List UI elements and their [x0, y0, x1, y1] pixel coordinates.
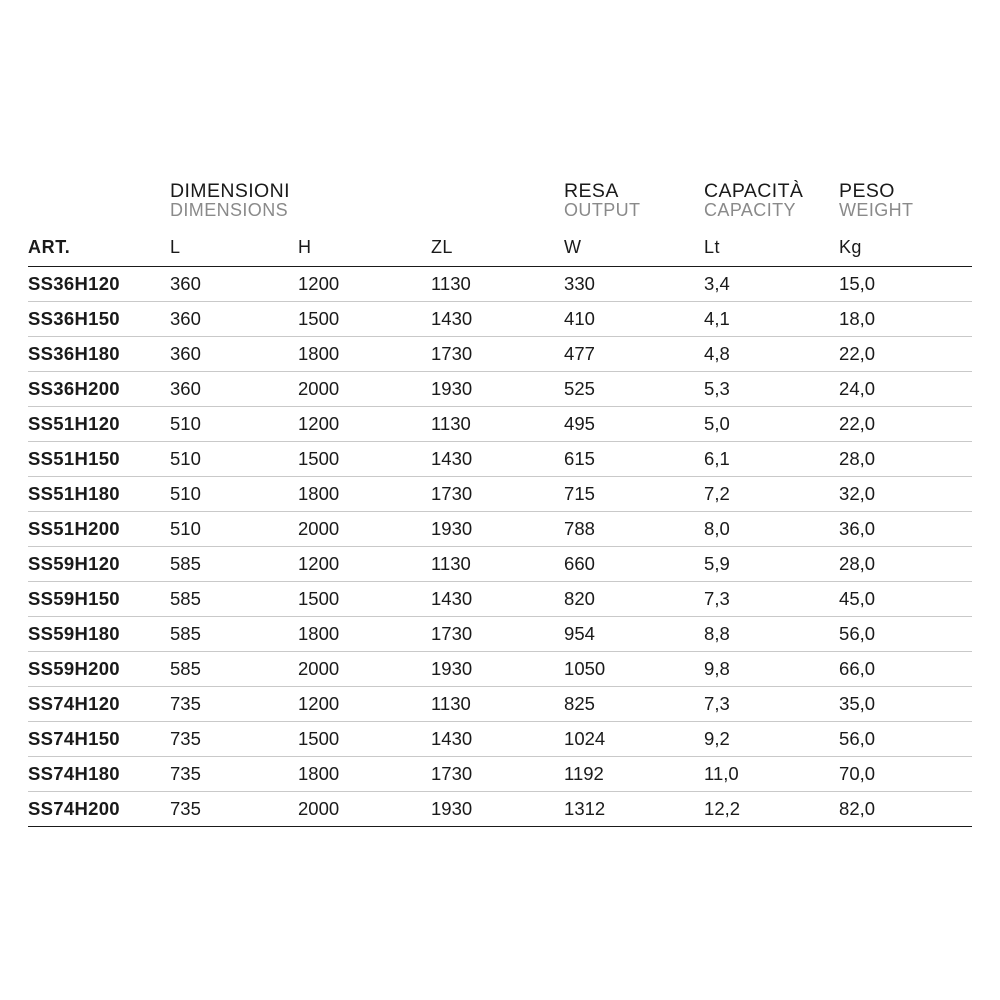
cell-kg: 15,0: [839, 267, 972, 302]
group-header-dimensions-it: DIMENSIONI: [170, 179, 290, 202]
group-header-peso-it: PESO: [839, 179, 895, 202]
cell-zl: 1430: [431, 582, 564, 617]
cell-l: 360: [170, 302, 298, 337]
cell-art: SS51H180: [28, 477, 170, 512]
cell-l: 735: [170, 722, 298, 757]
group-header-dimensions: [170, 168, 564, 224]
cell-h: 1200: [298, 407, 431, 442]
cell-zl: 1930: [431, 792, 564, 827]
group-header-resa: [564, 168, 704, 224]
cell-zl: 1130: [431, 267, 564, 302]
table-row: [28, 267, 972, 302]
cell-h: 1200: [298, 687, 431, 722]
cell-h: 1500: [298, 582, 431, 617]
cell-kg: 22,0: [839, 337, 972, 372]
cell-kg: 28,0: [839, 547, 972, 582]
cell-art: SS36H200: [28, 372, 170, 407]
cell-w: 715: [564, 477, 704, 512]
cell-zl: 1130: [431, 407, 564, 442]
cell-h: 1800: [298, 337, 431, 372]
cell-art: SS36H150: [28, 302, 170, 337]
cell-kg: 36,0: [839, 512, 972, 547]
cell-zl: 1130: [431, 547, 564, 582]
cell-w: 788: [564, 512, 704, 547]
cell-kg: 70,0: [839, 757, 972, 792]
cell-zl: 1730: [431, 337, 564, 372]
cell-w: 1312: [564, 792, 704, 827]
group-header-dimensions-en: DIMENSIONS: [170, 200, 289, 221]
cell-lt: 11,0: [704, 757, 839, 792]
cell-zl: 1130: [431, 687, 564, 722]
cell-h: 2000: [298, 372, 431, 407]
cell-art: SS51H200: [28, 512, 170, 547]
cell-w: 1192: [564, 757, 704, 792]
cell-l: 585: [170, 547, 298, 582]
cell-l: 585: [170, 617, 298, 652]
cell-lt: 9,8: [704, 652, 839, 687]
cell-kg: 28,0: [839, 442, 972, 477]
cell-h: 1500: [298, 442, 431, 477]
cell-lt: 3,4: [704, 267, 839, 302]
cell-lt: 12,2: [704, 792, 839, 827]
cell-lt: 5,0: [704, 407, 839, 442]
cell-art: SS51H120: [28, 407, 170, 442]
cell-art: SS59H180: [28, 617, 170, 652]
cell-h: 1500: [298, 302, 431, 337]
cell-kg: 66,0: [839, 652, 972, 687]
cell-w: 330: [564, 267, 704, 302]
column-header-h: H: [298, 224, 431, 267]
group-header-peso: [839, 168, 972, 224]
cell-h: 1200: [298, 547, 431, 582]
cell-l: 585: [170, 582, 298, 617]
cell-h: 1800: [298, 757, 431, 792]
cell-kg: 18,0: [839, 302, 972, 337]
cell-kg: 56,0: [839, 722, 972, 757]
group-header-row: [28, 168, 972, 224]
table-row: [28, 687, 972, 722]
cell-w: 495: [564, 407, 704, 442]
group-header-resa-en: OUTPUT: [564, 200, 641, 221]
cell-lt: 8,8: [704, 617, 839, 652]
cell-kg: 22,0: [839, 407, 972, 442]
cell-w: 615: [564, 442, 704, 477]
cell-lt: 7,3: [704, 582, 839, 617]
cell-w: 1024: [564, 722, 704, 757]
specifications-table: [28, 168, 972, 827]
cell-art: SS74H120: [28, 687, 170, 722]
column-header-lt: Lt: [704, 224, 839, 267]
column-header-l: L: [170, 224, 298, 267]
cell-w: 410: [564, 302, 704, 337]
cell-art: SS74H180: [28, 757, 170, 792]
cell-l: 510: [170, 407, 298, 442]
column-header-kg: Kg: [839, 224, 972, 267]
cell-l: 360: [170, 267, 298, 302]
cell-w: 954: [564, 617, 704, 652]
cell-l: 360: [170, 337, 298, 372]
cell-l: 510: [170, 477, 298, 512]
cell-zl: 1430: [431, 442, 564, 477]
cell-art: SS74H200: [28, 792, 170, 827]
cell-h: 1800: [298, 477, 431, 512]
table-row: [28, 792, 972, 827]
cell-lt: 7,3: [704, 687, 839, 722]
cell-zl: 1430: [431, 302, 564, 337]
cell-art: SS74H150: [28, 722, 170, 757]
table-row: [28, 547, 972, 582]
table-row: [28, 372, 972, 407]
cell-l: 510: [170, 442, 298, 477]
column-header-row: [28, 224, 972, 267]
cell-zl: 1930: [431, 372, 564, 407]
cell-w: 820: [564, 582, 704, 617]
group-header-capacita-it: CAPACITÀ: [704, 179, 804, 202]
group-header-peso-en: WEIGHT: [839, 200, 914, 221]
cell-w: 477: [564, 337, 704, 372]
cell-h: 2000: [298, 652, 431, 687]
column-header-art: ART.: [28, 224, 170, 267]
table-row: [28, 407, 972, 442]
cell-lt: 5,9: [704, 547, 839, 582]
cell-zl: 1730: [431, 477, 564, 512]
cell-art: SS59H150: [28, 582, 170, 617]
cell-zl: 1730: [431, 757, 564, 792]
cell-l: 360: [170, 372, 298, 407]
cell-h: 2000: [298, 792, 431, 827]
cell-kg: 35,0: [839, 687, 972, 722]
cell-art: SS36H180: [28, 337, 170, 372]
cell-lt: 5,3: [704, 372, 839, 407]
group-header-capacita-en: CAPACITY: [704, 200, 796, 221]
table-row: [28, 617, 972, 652]
cell-l: 735: [170, 687, 298, 722]
cell-lt: 4,8: [704, 337, 839, 372]
group-header-empty: [28, 168, 170, 224]
cell-h: 1500: [298, 722, 431, 757]
cell-h: 1200: [298, 267, 431, 302]
cell-lt: 6,1: [704, 442, 839, 477]
cell-kg: 56,0: [839, 617, 972, 652]
cell-l: 735: [170, 757, 298, 792]
cell-kg: 32,0: [839, 477, 972, 512]
cell-w: 825: [564, 687, 704, 722]
table-row: [28, 722, 972, 757]
group-header-resa-it: RESA: [564, 179, 619, 202]
cell-lt: 4,1: [704, 302, 839, 337]
cell-l: 510: [170, 512, 298, 547]
cell-l: 735: [170, 792, 298, 827]
cell-art: SS36H120: [28, 267, 170, 302]
table-row: [28, 477, 972, 512]
table-row: [28, 302, 972, 337]
table-row: [28, 337, 972, 372]
cell-w: 525: [564, 372, 704, 407]
cell-h: 2000: [298, 512, 431, 547]
table-row: [28, 652, 972, 687]
cell-lt: 8,0: [704, 512, 839, 547]
cell-zl: 1930: [431, 512, 564, 547]
cell-w: 1050: [564, 652, 704, 687]
cell-art: SS59H200: [28, 652, 170, 687]
cell-w: 660: [564, 547, 704, 582]
cell-art: SS51H150: [28, 442, 170, 477]
table-row: [28, 442, 972, 477]
cell-l: 585: [170, 652, 298, 687]
table-row: [28, 512, 972, 547]
table-row: [28, 582, 972, 617]
cell-h: 1800: [298, 617, 431, 652]
column-header-zl: ZL: [431, 224, 564, 267]
cell-kg: 82,0: [839, 792, 972, 827]
cell-lt: 7,2: [704, 477, 839, 512]
cell-kg: 24,0: [839, 372, 972, 407]
cell-zl: 1730: [431, 617, 564, 652]
cell-lt: 9,2: [704, 722, 839, 757]
cell-kg: 45,0: [839, 582, 972, 617]
cell-zl: 1430: [431, 722, 564, 757]
table-row: [28, 757, 972, 792]
cell-zl: 1930: [431, 652, 564, 687]
cell-art: SS59H120: [28, 547, 170, 582]
group-header-capacita: [704, 168, 839, 224]
column-header-w: W: [564, 224, 704, 267]
